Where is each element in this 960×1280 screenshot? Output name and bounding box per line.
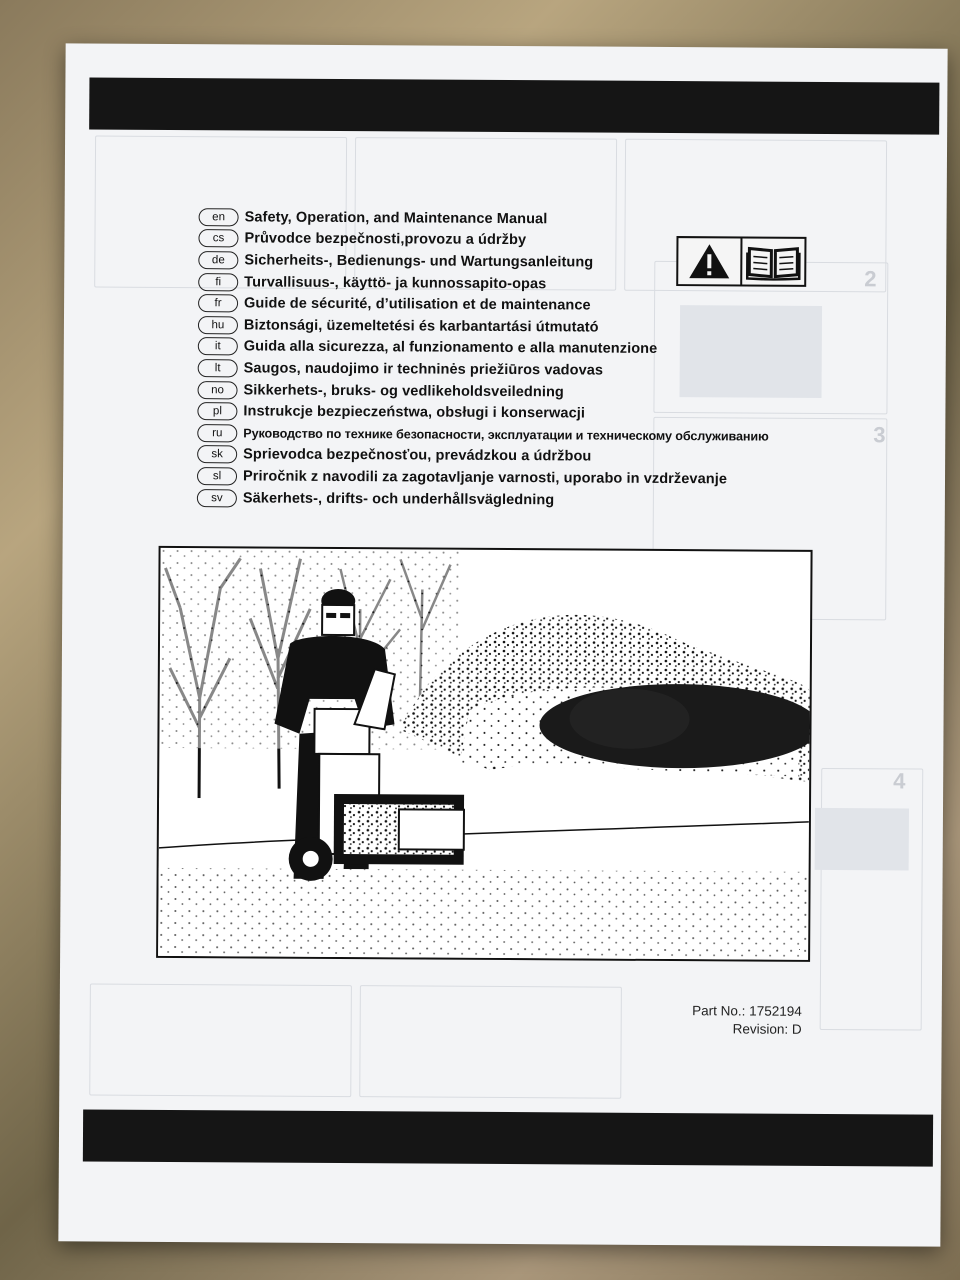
revision: Revision: D — [732, 1021, 802, 1037]
ghost-page-number: 2 — [864, 266, 877, 292]
language-code-badge: en — [199, 208, 239, 226]
language-code-badge: de — [198, 251, 238, 269]
read-manual-book-icon — [745, 242, 801, 280]
snowblower-illustration — [158, 548, 810, 960]
language-code-badge: sk — [197, 445, 237, 463]
bottom-black-band — [83, 1109, 933, 1166]
manual-cover-page — [58, 43, 947, 1246]
language-code-badge: fi — [198, 273, 238, 291]
language-code-badge: it — [198, 337, 238, 355]
top-black-band — [89, 77, 939, 134]
language-row-sv — [197, 487, 769, 512]
language-code-badge: cs — [198, 230, 238, 248]
language-code-badge: lt — [198, 359, 238, 377]
warning-cell — [678, 238, 740, 284]
language-title: Guide de sécurité, d’utilisation et de maintenance — [244, 295, 591, 314]
ghost-diagram — [89, 983, 352, 1097]
language-title: Biztonsági, üzemeltetési és karbantartási útmutató — [243, 317, 599, 336]
language-title: Turvallisuus-, käyttö- ja kunnossapito-opas — [244, 273, 547, 292]
language-title: Sprievodca bezpečnosťou, prevádzkou a údržbou — [243, 446, 592, 465]
language-title: Instrukcje bezpieczeństwa, obsługi i konserwacji — [243, 403, 586, 422]
language-title: Saugos, naudojimo ir techninės priežiūros vadovas — [243, 360, 604, 379]
cover-photo-snowblower — [156, 546, 813, 962]
language-code-badge: ru — [197, 424, 237, 442]
language-title: Sicherheits-, Bedienungs- und Wartungsanleitung — [244, 252, 594, 271]
language-title: Průvodce bezpečnosti,provozu a údržby — [244, 230, 527, 249]
warning-triangle-icon — [687, 241, 731, 281]
language-title: Safety, Operation, and Maintenance Manual — [244, 209, 548, 228]
language-code-badge: fr — [198, 294, 238, 312]
language-title: Priročnik z navodili za zagotavljanje varnosti, uporabo in vzdrževanje — [242, 468, 728, 488]
part-number: Part No.: 1752194 — [692, 1003, 802, 1019]
safety-icon-box — [676, 236, 806, 287]
svg-text:·: · — [798, 944, 801, 954]
language-code-badge: sv — [197, 489, 237, 507]
language-title: Guida alla sicurezza, al funzionamento e alla manutenzione — [243, 338, 658, 358]
ghost-diagram — [359, 985, 622, 1099]
language-title: Руководство по технике безопасности, эксплуатации и техническому обслуживанию — [243, 426, 769, 444]
ghost-page-number: 3 — [873, 422, 886, 448]
ghost-page-number: 4 — [893, 768, 906, 794]
language-code-badge: hu — [198, 316, 238, 334]
language-code-badge: no — [197, 381, 237, 399]
language-code-badge: sl — [197, 467, 237, 485]
language-code-badge: pl — [197, 402, 237, 420]
ghost-shaded-panel — [815, 808, 909, 871]
part-number-block — [692, 1002, 802, 1039]
language-title: Säkerhets-, drifts- och underhållsvägledning — [242, 489, 555, 508]
manual-cell — [740, 238, 804, 284]
language-title: Sikkerhets-, bruks- og vedlikeholdsveiledning — [243, 381, 564, 400]
